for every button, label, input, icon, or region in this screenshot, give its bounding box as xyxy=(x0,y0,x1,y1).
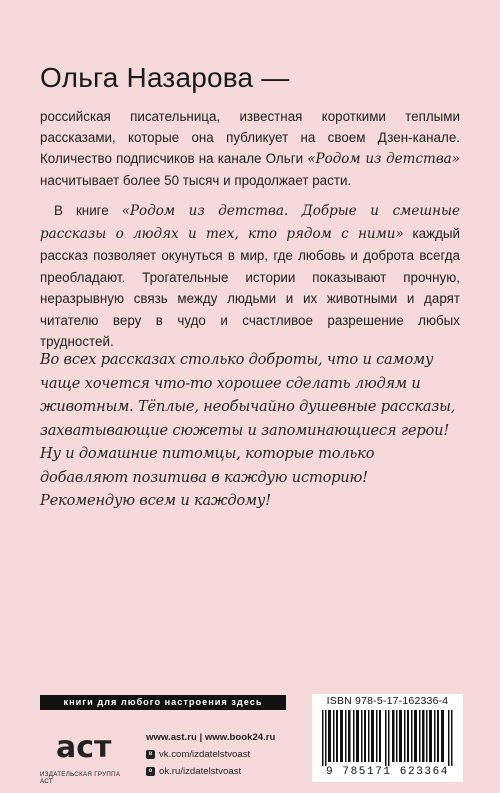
publisher-caption: ИЗДАТЕЛЬСКАЯ ГРУППА АСТ xyxy=(40,771,121,785)
barcode-number: 9 785171 623364 xyxy=(325,766,450,778)
vk-link-row[interactable] xyxy=(146,746,306,763)
vk-link[interactable]: vk.com/izdatelstvoast xyxy=(159,749,251,760)
barcode-panel xyxy=(312,694,463,782)
description-book-title: «Родом из детства. Добрые и смешные рассказы о людях и тех, кто рядом с ними» xyxy=(40,203,460,242)
author-name: Ольга Назарова — xyxy=(40,62,290,93)
publisher-links xyxy=(146,729,306,780)
bio-book-title: «Родом из детства» xyxy=(307,151,460,167)
bio-text-after: насчитывает более 50 тысяч и продолжает расти. xyxy=(40,173,352,188)
reader-review: Во всех рассказах столько доброты, что и самому чаще хочется что-то хорошее сделать людям и животным. Тёплые, необычайно душевные рассказы, захватывающие сюжеты и запоминающиеся герои! Ну и домашние питомцы, которые только добавляют позитива в каждую историю! Рекомендую всем и каждому! xyxy=(40,351,456,509)
description-prefix: В книге xyxy=(54,203,122,218)
ok-link[interactable]: ok.ru/izdatelstvoast xyxy=(159,766,242,777)
publisher-logo xyxy=(40,725,130,785)
bio-text-before: российская писательница, известная короткими теплыми рассказами, которые она публикует на своем Дзен-канале. Количество подписчиков на канале Ольги xyxy=(40,109,460,166)
book-description xyxy=(40,200,460,353)
tagline-banner: книги для любого настроения здесь xyxy=(40,695,286,710)
ok-link-row[interactable] xyxy=(146,763,306,780)
description-text: каждый рассказ позволяет окунуться в мир, где любовь и доброта всегда преобладают. Трогательные истории показывают прочную, неразрывную связь между людьми и их животными и дарят читателю веру в чудо и счастливое разрешение любых трудностей. xyxy=(40,225,460,349)
publisher-sites[interactable]: www.ast.ru | www.book24.ru xyxy=(146,732,276,743)
author-bio xyxy=(40,106,460,191)
ast-logo-icon xyxy=(54,725,112,765)
vk-icon: в xyxy=(146,750,155,759)
isbn-number: ISBN 978-5-17-162336-4 xyxy=(326,695,449,707)
svg-text:аст: аст xyxy=(56,730,112,765)
barcode-icon xyxy=(322,710,453,766)
ok-icon: о xyxy=(146,767,155,776)
